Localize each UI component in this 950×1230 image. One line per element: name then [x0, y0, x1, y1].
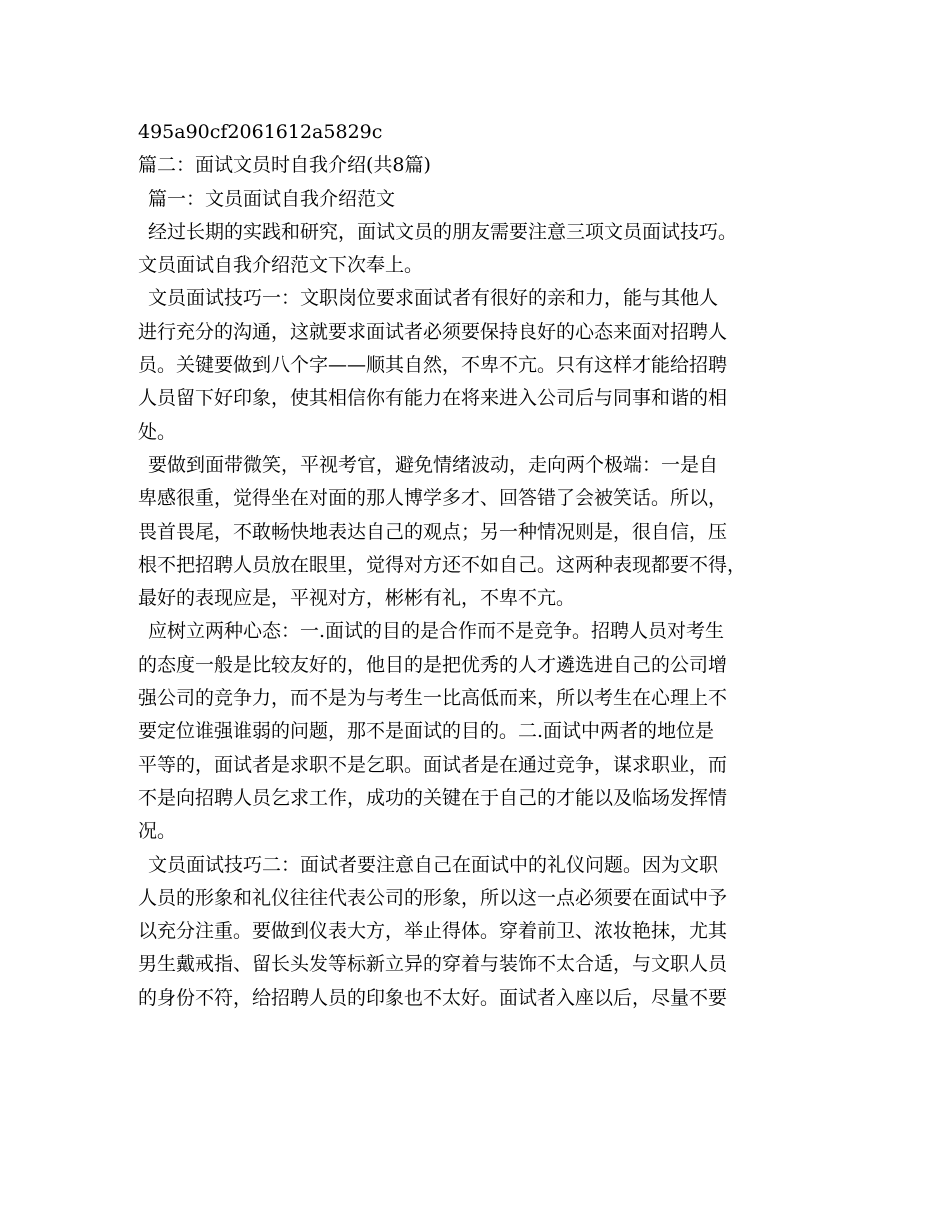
text-line: 要定位谁强谁弱的问题，那不是面试的目的。二.面试中两者的地位是 — [138, 720, 715, 743]
text-line: 的态度一般是比较友好的，他目的是把优秀的人才遴选进自己的公司增 — [138, 653, 728, 676]
text-line: 进行充分的沟通，这就要求面试者必须要保持良好的心态来面对招聘人 — [138, 320, 728, 343]
text-line: 平等的，面试者是求职不是乞职。面试者是在通过竞争，谋求职业，而 — [138, 753, 728, 776]
text-line: 不是向招聘人员乞求工作，成功的关键在于自己的才能以及临场发挥情 — [138, 786, 728, 809]
text-line: 畏首畏尾，不敢畅快地表达自己的观点；另一种情况则是，很自信，压 — [138, 520, 728, 543]
text-line: 文员面试技巧一：文职岗位要求面试者有很好的亲和力，能与其他人 — [148, 287, 719, 310]
text-line: 495a90cf2061612a5829c — [138, 121, 383, 143]
text-line: 卑感很重，觉得坐在对面的那人博学多才、回答错了会被笑话。所以， — [138, 487, 728, 510]
text-line: 篇二：面试文员时自我介绍(共8篇) — [138, 154, 431, 177]
text-line: 男生戴戒指、留长头发等标新立异的穿着与装饰不太合适，与文职人员 — [138, 953, 728, 976]
text-line: 要做到面带微笑，平视考官，避免情绪波动，走向两个极端：一是自 — [148, 453, 719, 476]
text-line: 员。关键要做到八个字——顺其自然，不卑不亢。只有这样才能给招聘 — [138, 354, 728, 377]
text-line: 经过长期的实践和研究，面试文员的朋友需要注意三项文员面试技巧。 — [148, 220, 738, 243]
text-line: 篇一：文员面试自我介绍范文 — [148, 187, 396, 210]
document-body — [138, 116, 828, 1015]
text-line: 应树立两种心态：一.面试的目的是合作而不是竞争。招聘人员对考生 — [148, 620, 725, 643]
text-line: 人员的形象和礼仪往往代表公司的形象，所以这一点必须要在面试中予 — [138, 886, 728, 909]
text-line: 文员面试自我介绍范文下次奉上。 — [138, 254, 424, 277]
text-line: 人员留下好印象，使其相信你有能力在将来进入公司后与同事和谐的相 — [138, 387, 728, 410]
text-line: 文员面试技巧二：面试者要注意自己在面试中的礼仪问题。因为文职 — [148, 853, 719, 876]
text-line: 强公司的竞争力，而不是为与考生一比高低而来，所以考生在心理上不 — [138, 687, 728, 710]
text-line: 最好的表现应是，平视对方，彬彬有礼，不卑不亢。 — [138, 587, 576, 610]
text-line: 的身份不符，给招聘人员的印象也不太好。面试者入座以后，尽量不要 — [138, 986, 728, 1009]
text-line: 以充分注重。要做到仪表大方，举止得体。穿着前卫、浓妆艳抹，尤其 — [138, 920, 728, 943]
text-line: 处。 — [138, 420, 177, 443]
text-line: 根不把招聘人员放在眼里，觉得对方还不如自己。这两种表现都要不得， — [138, 553, 747, 576]
text-line: 况。 — [138, 820, 177, 843]
